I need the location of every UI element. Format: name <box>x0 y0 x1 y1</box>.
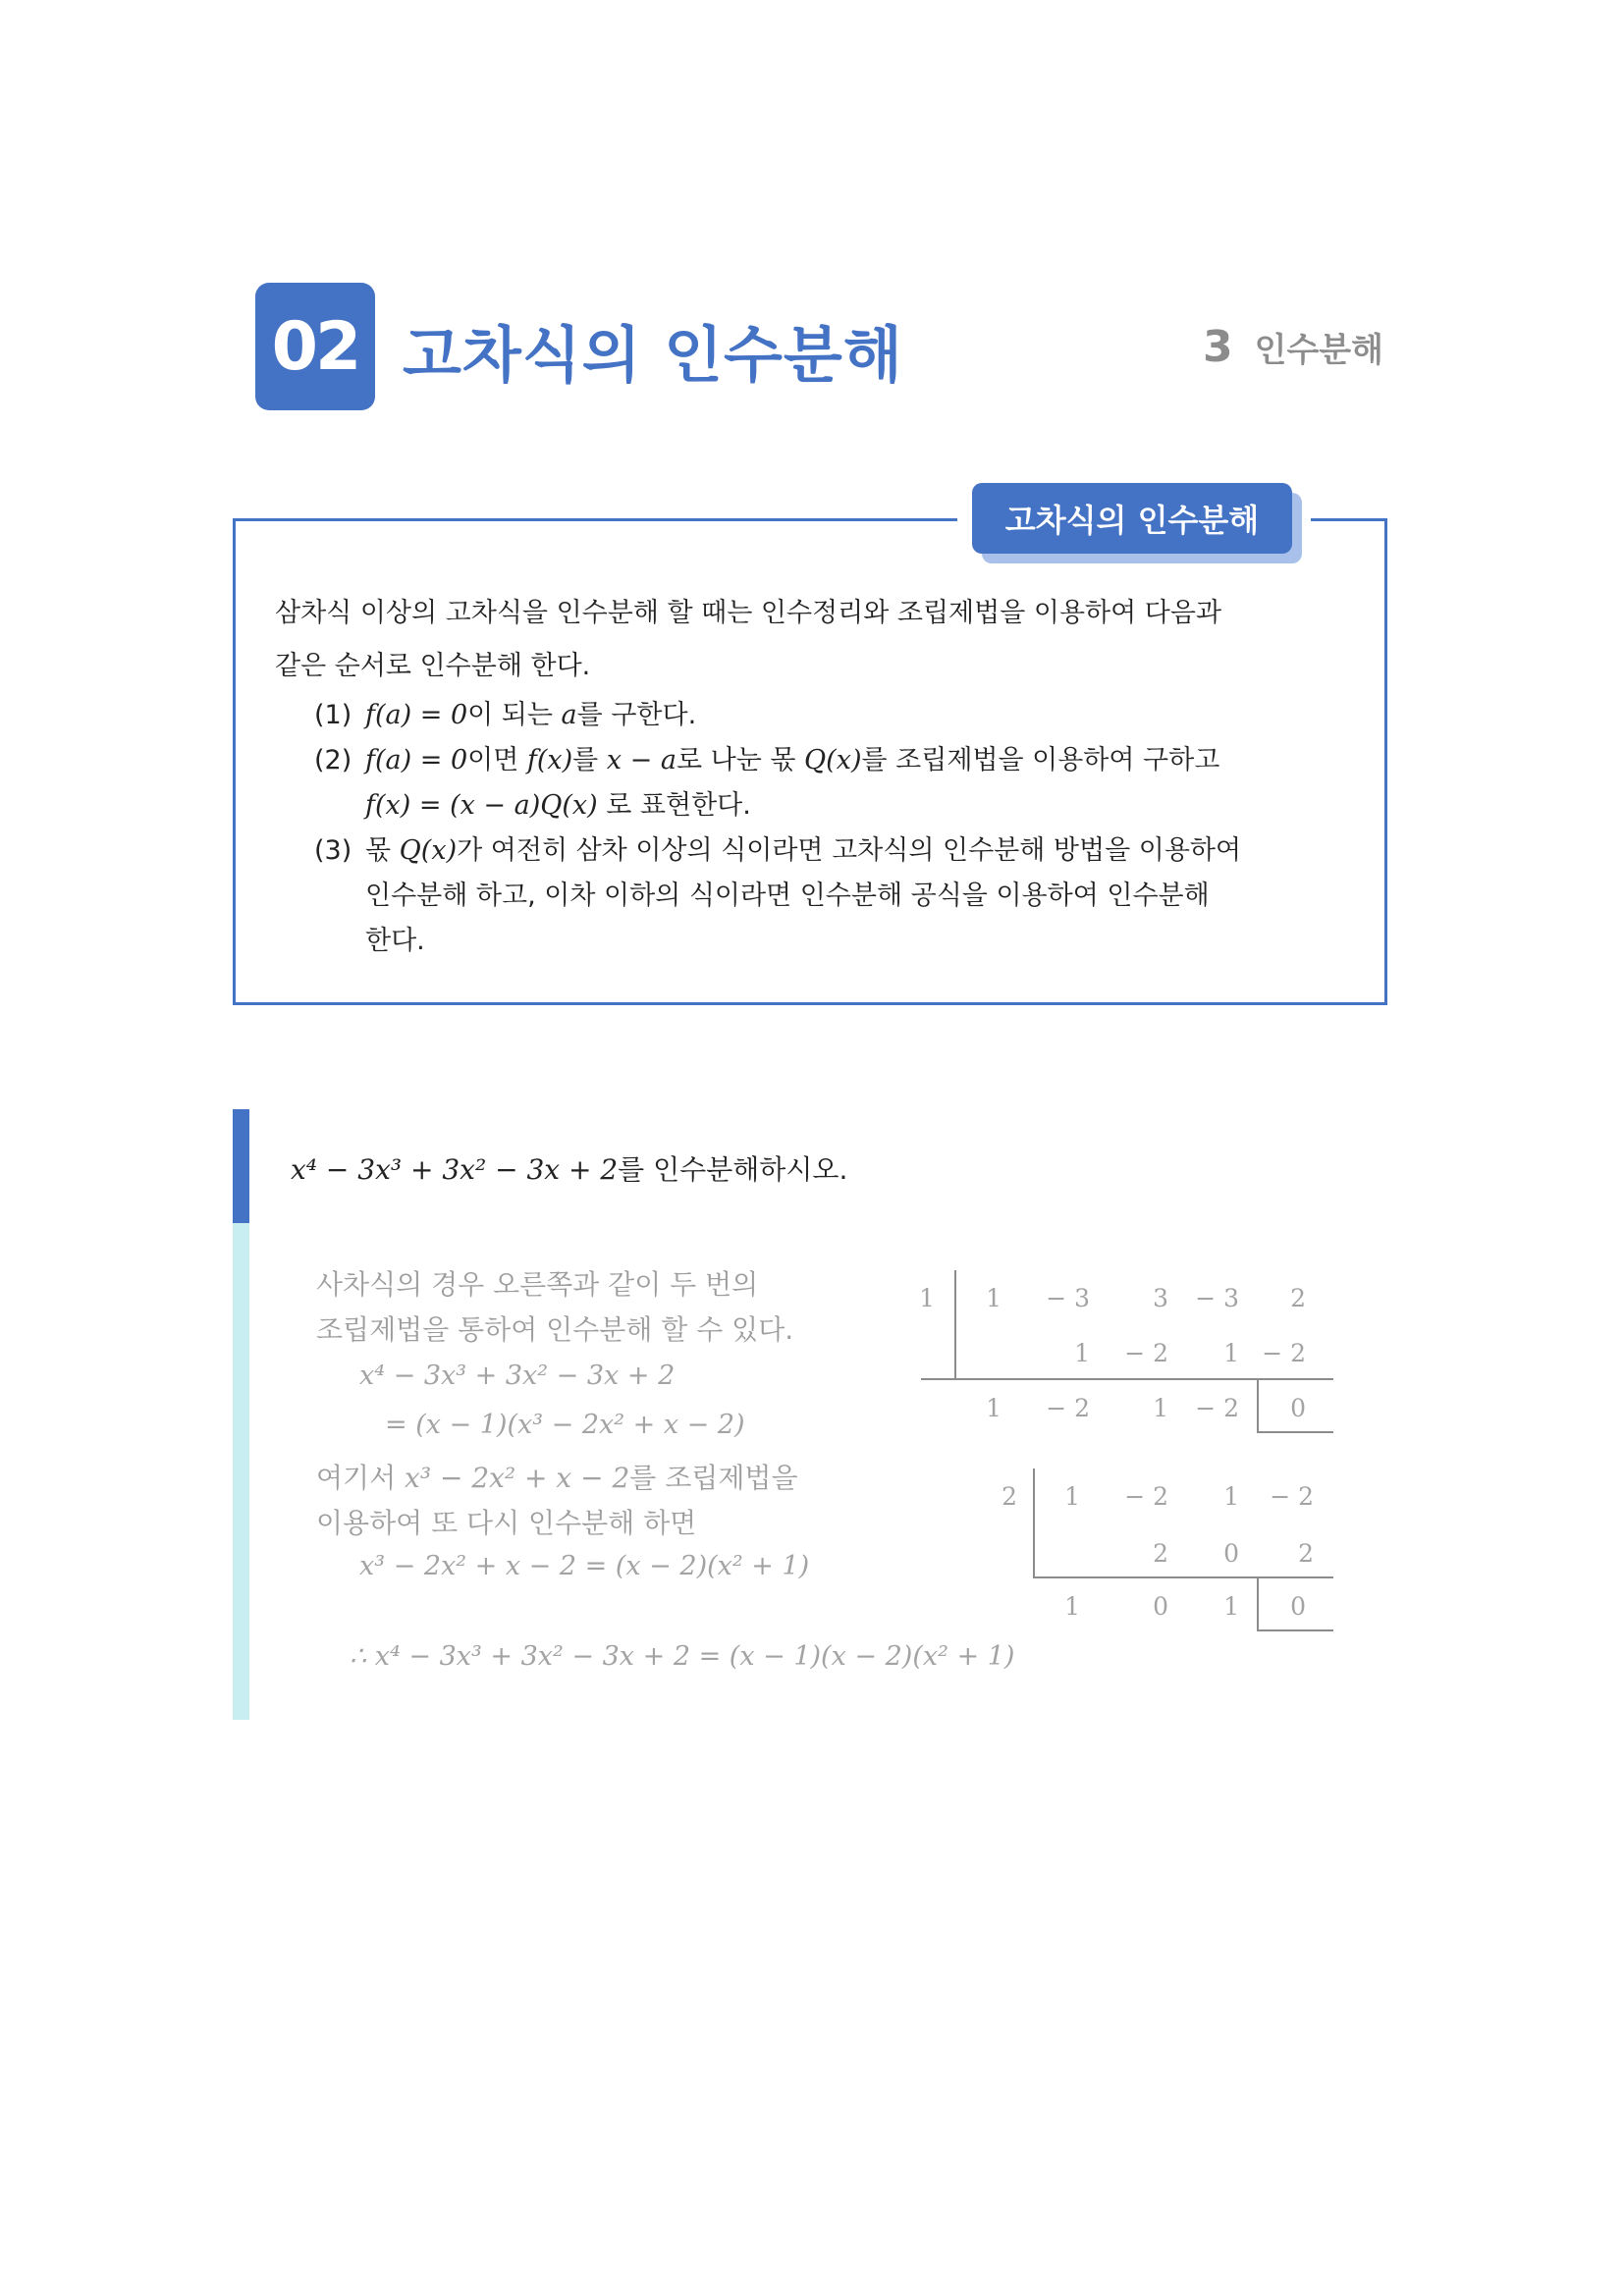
step-math: f(a) = 0 <box>365 745 468 775</box>
sd2-remainder: 0 <box>1290 1592 1306 1621</box>
step-body <box>365 738 1345 828</box>
concept-step-2 <box>275 738 1345 828</box>
step-text: 한다. <box>365 926 425 956</box>
sd1-coef: − 3 <box>1195 1284 1239 1312</box>
step-number: (2) <box>314 745 352 775</box>
step-number: (1) <box>314 700 352 730</box>
step-math: f(x) = (x − a)Q(x) <box>365 790 598 821</box>
chapter-indicator <box>1203 322 1383 372</box>
concept-intro-line2: 같은 순서로 인수분해 한다. <box>275 651 591 681</box>
step-body <box>365 693 1345 738</box>
step-text: 를 구한다. <box>576 700 697 730</box>
sd1-mid: 1 <box>1223 1339 1239 1367</box>
step-number: (3) <box>314 835 352 866</box>
concept-tag-label: 고차식의 인수분해 <box>972 483 1292 554</box>
sd2-result: 1 <box>1223 1592 1239 1621</box>
problem-bar-accent <box>233 1109 249 1223</box>
solution-eq3: x³ − 2x² + x − 2 = (x − 2)(x² + 1) <box>359 1551 810 1581</box>
step-math: a <box>561 700 577 730</box>
section-title: 고차식의 인수분해 <box>403 319 903 391</box>
concept-step-3 <box>275 828 1345 964</box>
sd1-remainder: 0 <box>1290 1394 1306 1422</box>
sd2-mid: 2 <box>1153 1539 1168 1568</box>
sd1-divisor: 1 <box>919 1284 935 1312</box>
solution-text: 를 조립제법을 <box>629 1462 798 1494</box>
sd1-coef: 2 <box>1290 1284 1306 1312</box>
sd1-result: 1 <box>1153 1394 1168 1422</box>
solution-eq1: x⁴ − 3x³ + 3x² − 3x + 2 <box>359 1361 676 1391</box>
sd1-coef: 3 <box>1153 1284 1168 1312</box>
sd1-result: − 2 <box>1195 1394 1239 1422</box>
sd1-hline <box>921 1378 1333 1380</box>
sd1-mid: − 2 <box>1124 1339 1168 1367</box>
concept-step-1 <box>275 693 1345 738</box>
step-text: 몫 <box>365 835 400 866</box>
sd1-result: − 2 <box>1046 1394 1090 1422</box>
sd1-mid: − 2 <box>1262 1339 1306 1367</box>
sd2-mid: 0 <box>1223 1539 1239 1568</box>
step-text: 를 <box>572 745 607 775</box>
step-text: 이면 <box>467 745 527 775</box>
sd2-divisor: 2 <box>1001 1482 1017 1511</box>
step-text: 이 되는 <box>467 700 562 730</box>
sd1-mid: 1 <box>1074 1339 1090 1367</box>
step-math: Q(x) <box>399 835 458 866</box>
solution-text <box>316 1262 827 1353</box>
sd1-result: 1 <box>986 1394 1001 1422</box>
solution-line4: 이용하여 또 다시 인수분해 하면 <box>316 1507 697 1539</box>
solution-eq2: = (x − 1)(x³ − 2x² + x − 2) <box>385 1410 745 1440</box>
step-math: f(a) = 0 <box>365 700 468 730</box>
step-text: 로 나눈 몫 <box>676 745 805 775</box>
sd2-result: 1 <box>1064 1592 1080 1621</box>
chapter-number: 3 <box>1202 322 1233 372</box>
sd1-coef: 1 <box>986 1284 1001 1312</box>
step-text: 로 표현한다. <box>597 790 751 821</box>
problem-math: x⁴ − 3x³ + 3x² − 3x + 2 <box>291 1153 619 1186</box>
problem-text: 를 인수분해하시오. <box>618 1153 848 1186</box>
step-math: x − a <box>606 745 677 775</box>
sd2-result: 0 <box>1153 1592 1168 1621</box>
solution-text: 여기서 <box>316 1462 406 1494</box>
step-text: 가 여전히 삼차 이상의 식이라면 고차식의 인수분해 방법을 이용하여 <box>457 835 1242 866</box>
solution-line1: 사차식의 경우 오른쪽과 같이 두 번의 <box>316 1268 759 1301</box>
concept-tag <box>972 483 1292 554</box>
problem-statement <box>291 1148 847 1188</box>
chapter-name: 인수분해 <box>1254 331 1383 370</box>
step-text: 인수분해 하고, 이차 이하의 식이라면 인수분해 공식을 이용하여 인수분해 <box>365 881 1210 911</box>
sd2-mid: 2 <box>1298 1539 1314 1568</box>
solution-conclusion: ∴ x⁴ − 3x³ + 3x² − 3x + 2 = (x − 1)(x − 2)(x² + 1) <box>350 1641 1015 1672</box>
concept-text <box>275 587 1345 964</box>
sd2-coef: − 2 <box>1124 1482 1168 1511</box>
section-number-badge: 02 <box>255 283 375 410</box>
sd2-rem-hline <box>1257 1629 1333 1631</box>
solution-line2: 조립제법을 통하여 인수분해 할 수 있다. <box>316 1313 794 1346</box>
step-math: Q(x) <box>804 745 862 775</box>
sd2-hline <box>1033 1576 1333 1578</box>
sd2-coef: 1 <box>1223 1482 1239 1511</box>
solution-math: x³ − 2x² + x − 2 <box>405 1462 630 1494</box>
solution-bar-accent <box>233 1223 249 1720</box>
sd2-coef: − 2 <box>1270 1482 1314 1511</box>
solution-line3 <box>316 1457 798 1496</box>
step-text: 를 조립제법을 이용하여 구하고 <box>861 745 1220 775</box>
step-body <box>365 828 1345 964</box>
concept-intro-line1: 삼차식 이상의 고차식을 인수분해 할 때는 인수정리와 조립제법을 이용하여 다음과 <box>275 598 1222 628</box>
sd1-coef: − 3 <box>1046 1284 1090 1312</box>
sd1-rem-hline <box>1257 1431 1333 1433</box>
sd2-coef: 1 <box>1064 1482 1080 1511</box>
step-math: f(x) <box>526 745 573 775</box>
